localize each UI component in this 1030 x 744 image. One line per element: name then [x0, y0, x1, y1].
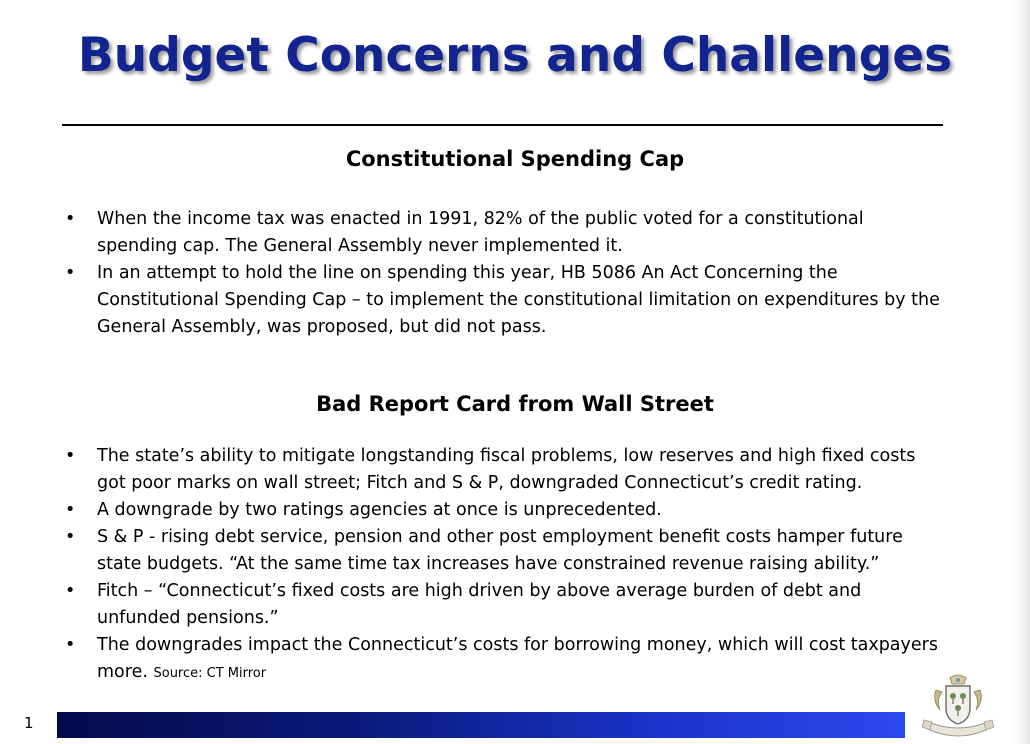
- bullet-text: S & P - rising debt service, pension and other post employment benefit costs hamper future state budgets. “At the same time tax increases have constrained revenue raising ability.”: [97, 527, 903, 574]
- bullet-text: A downgrade by two ratings agencies at once is unprecedented.: [97, 500, 662, 520]
- bullet-text: The downgrades impact the Connecticut’s costs for borrowing money, which will cost taxpayers more.: [97, 635, 938, 682]
- list-item: [65, 524, 945, 578]
- bullet-text: When the income tax was enacted in 1991, 82% of the public voted for a constitutional spending cap. The General Assembly never implemented it.: [97, 209, 864, 256]
- list-item: [65, 497, 945, 524]
- bullet-text: In an attempt to hold the line on spending this year, HB 5086 An Act Concerning the Constitutional Spending Cap – to implement the constitutional limitation on expenditures by the General Assembly, was proposed, but did not pass.: [97, 263, 940, 337]
- bullet-icon: •: [65, 500, 76, 520]
- list-item: [65, 260, 945, 341]
- list-item: [65, 632, 945, 687]
- list-item: [65, 206, 945, 260]
- bullet-icon: •: [65, 446, 76, 466]
- page-number: 1: [24, 714, 34, 732]
- slide-edge-shadow: [1012, 0, 1030, 744]
- bullet-icon: •: [65, 635, 76, 655]
- bullet-list-report-card: [65, 443, 945, 687]
- section-heading-spending-cap: Constitutional Spending Cap: [345, 147, 685, 171]
- bullet-icon: •: [65, 209, 76, 229]
- title-divider: [62, 124, 943, 126]
- bullet-text: Fitch – “Connecticut’s fixed costs are high driven by above average burden of debt and unfunded pensions.”: [97, 581, 862, 628]
- bullet-icon: •: [65, 527, 76, 547]
- list-item: [65, 578, 945, 632]
- state-seal-icon: [922, 672, 994, 740]
- slide-title: Budget Concerns and Challenges: [77, 28, 953, 83]
- source-citation: Source: CT Mirror: [153, 666, 267, 681]
- list-item: [65, 443, 945, 497]
- section-heading-report-card: Bad Report Card from Wall Street: [316, 392, 714, 416]
- bullet-list-spending-cap: [65, 206, 945, 341]
- bullet-text: The state’s ability to mitigate longstanding fiscal problems, low reserves and high fixed costs got poor marks on wall street; Fitch and S & P, downgraded Connecticut’s credit rating.: [97, 446, 916, 493]
- footer-bar: [57, 712, 905, 738]
- bullet-icon: •: [65, 263, 76, 283]
- bullet-icon: •: [65, 581, 76, 601]
